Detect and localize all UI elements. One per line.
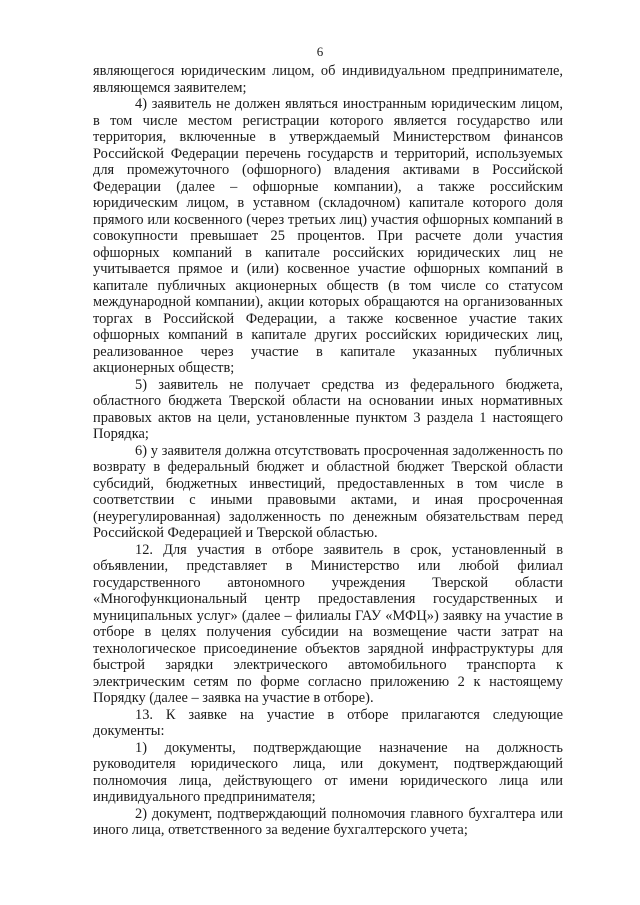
paragraph-item-6: 6) у заявителя должна отсутствовать просроченная задолженность по возврату в федеральный бюджет и областной бюджет Тверской области субсидий, бюджетных инвестиций, предоставленных в том числе в соответствии с иными правовыми актами, и иная просроченная (неурегулированная) задолженность по денежным обязательствам перед Российской Федерацией и Тверской областью. <box>93 442 563 541</box>
paragraph-clause-12: 12. Для участия в отборе заявитель в срок, установленный в объявлении, представляет в Министерство или любой филиал государственного автономного учреждения Тверской области «Многофункциональный центр предоставления государственных и муниципальных услуг» (далее – филиалы ГАУ «МФЦ») заявку на участие в отборе в целях получения субсидии на возмещение части затрат на технологическое присоединение объектов зарядной инфраструктуры для быстрой зарядки электрического автомобильного транспорта к электрическим сетям по форме согласно приложению 2 к настоящему Порядку (далее – заявка на участие в отборе). <box>93 541 563 706</box>
paragraph-doc-item-1: 1) документы, подтверждающие назначение на должность руководителя юридического лица, или документ, подтверждающий полномочия лица, действующего от имени юридического лица или индивидуального предпринимателя; <box>93 739 563 805</box>
document-body <box>93 63 563 839</box>
paragraph-doc-item-2: 2) документ, подтверждающий полномочия главного бухгалтера или иного лица, ответственного за ведение бухгалтерского учета; <box>93 805 563 838</box>
paragraph-continuation: являющегося юридическим лицом, об индивидуальном предпринимателе, являющемся заявителем; <box>93 63 563 96</box>
page-number: 6 <box>316 44 324 59</box>
paragraph-clause-13: 13. К заявке на участие в отборе прилагаются следующие документы: <box>93 706 563 739</box>
paragraph-item-4: 4) заявитель не должен являться иностранным юридическим лицом, в том числе местом регистрации которого является государство или территория, включенные в утверждаемый Министерством финансов Российской Федерации перечень государств и территорий, используемых для промежуточного (офшорного) владения активами в Российской Федерации (далее – офшорные компании), а также российским юридическим лицом, в уставном (складочном) капитале которого доля прямого или косвенного (через третьих лиц) участия офшорных компаний в совокупности превышает 25 процентов. При расчете доли участия офшорных компаний в капитале российских юридических лиц не учитывается прямое и (или) косвенное участие офшорных компаний в капитале публичных акционерных обществ (в том числе со статусом международной компании), акции которых обращаются на организованных торгах в Российской Федерации, а также косвенное участие таких офшорных компаний в капитале других российских юридических лиц, реализованное через участие в капитале указанных публичных акционерных обществ; <box>93 96 563 376</box>
paragraph-item-5: 5) заявитель не получает средства из федерального бюджета, областного бюджета Тверской области на основании иных нормативных правовых актов на цели, установленные пунктом 3 раздела 1 настоящего Порядка; <box>93 376 563 442</box>
